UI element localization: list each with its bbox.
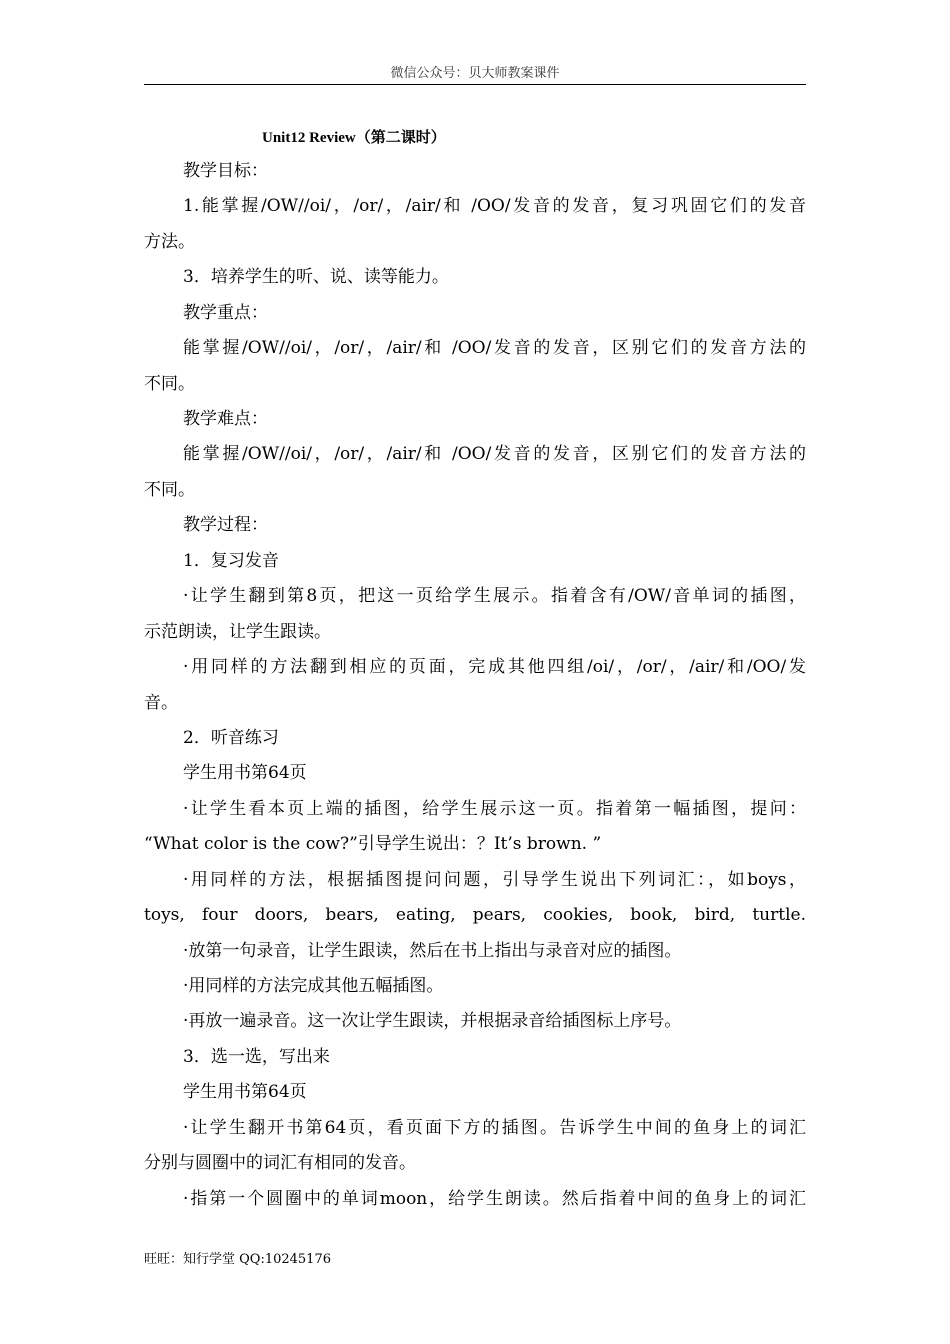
- paragraph-line: 不同。: [144, 480, 195, 500]
- step-heading: 3．选一选，写出来: [183, 1047, 330, 1067]
- document-title: Unit12 Review（第二课时）: [262, 130, 446, 146]
- section-heading-process: 教学过程：: [183, 515, 268, 535]
- step-heading: 1．复习发音: [183, 551, 279, 571]
- bullet-line: ·再放一遍录音。这一次让学生跟读，并根据录音给插图标上序号。: [183, 1011, 682, 1031]
- paragraph-line: 示范朗读，让学生跟读。: [144, 622, 331, 642]
- paragraph-line: “What color is the cow?”引导学生说出：？It’s brown. ”: [144, 834, 602, 854]
- bullet-line: ·让学生看本页上端的插图，给学生展示这一页。指着第一幅插图，提问：: [183, 799, 806, 819]
- bullet-line: ·让学生翻到第8页，把这一页给学生展示。指着含有/OW/音单词的插图，: [183, 586, 806, 606]
- bullet-line: ·用同样的方法完成其他五幅插图。: [183, 976, 444, 996]
- bullet-line: ·用同样的方法翻到相应的页面，完成其他四组/oi/，/or/，/air/和/OO/发: [183, 657, 806, 677]
- section-heading-difficulties: 教学难点：: [183, 409, 268, 429]
- paragraph-line: 不同。: [144, 374, 195, 394]
- step-heading: 2．听音练习: [183, 728, 279, 748]
- section-heading-objectives: 教学目标：: [183, 161, 268, 181]
- section-heading-key-points: 教学重点：: [183, 303, 268, 323]
- paragraph-line: 能掌握/OW//oi/，/or/，/air/和 /OO/发音的发音，区别它们的发音方法的: [183, 444, 806, 464]
- paragraph-line: 音。: [144, 693, 178, 713]
- paragraph-line: toys, four doors, bears, eating, pears, cookies, book, bird, turtle.: [144, 905, 806, 925]
- paragraph-line: 能掌握/OW//oi/，/or/，/air/和 /OO/发音的发音，区别它们的发音方法的: [183, 338, 806, 358]
- page-header: 微信公众号：贝大师教案课件: [390, 66, 560, 81]
- bullet-line: ·放第一句录音，让学生跟读，然后在书上指出与录音对应的插图。: [183, 941, 682, 961]
- page-footer: 旺旺：知行学堂 QQ:10245176: [144, 1252, 331, 1267]
- header-divider: [144, 84, 806, 85]
- paragraph-line: 3．培养学生的听、说、读等能力。: [183, 267, 449, 287]
- paragraph-line: 学生用书第64页: [183, 763, 307, 783]
- bullet-line: ·让学生翻开书第64页，看页面下方的插图。告诉学生中间的鱼身上的词汇: [183, 1118, 806, 1138]
- paragraph-line: 分别与圆圈中的词汇有相同的发音。: [144, 1153, 416, 1173]
- paragraph-line: 学生用书第64页: [183, 1082, 307, 1102]
- bullet-line: ·用同样的方法，根据插图提问问题，引导学生说出下列词汇：，如boys，: [183, 870, 806, 890]
- paragraph-line: 1.能掌握/OW//oi/，/or/，/air/和 /OO/发音的发音，复习巩固它们的发音: [183, 196, 806, 216]
- paragraph-line: 方法。: [144, 232, 195, 252]
- bullet-line: ·指第一个圆圈中的单词moon，给学生朗读。然后指着中间的鱼身上的词汇: [183, 1189, 806, 1209]
